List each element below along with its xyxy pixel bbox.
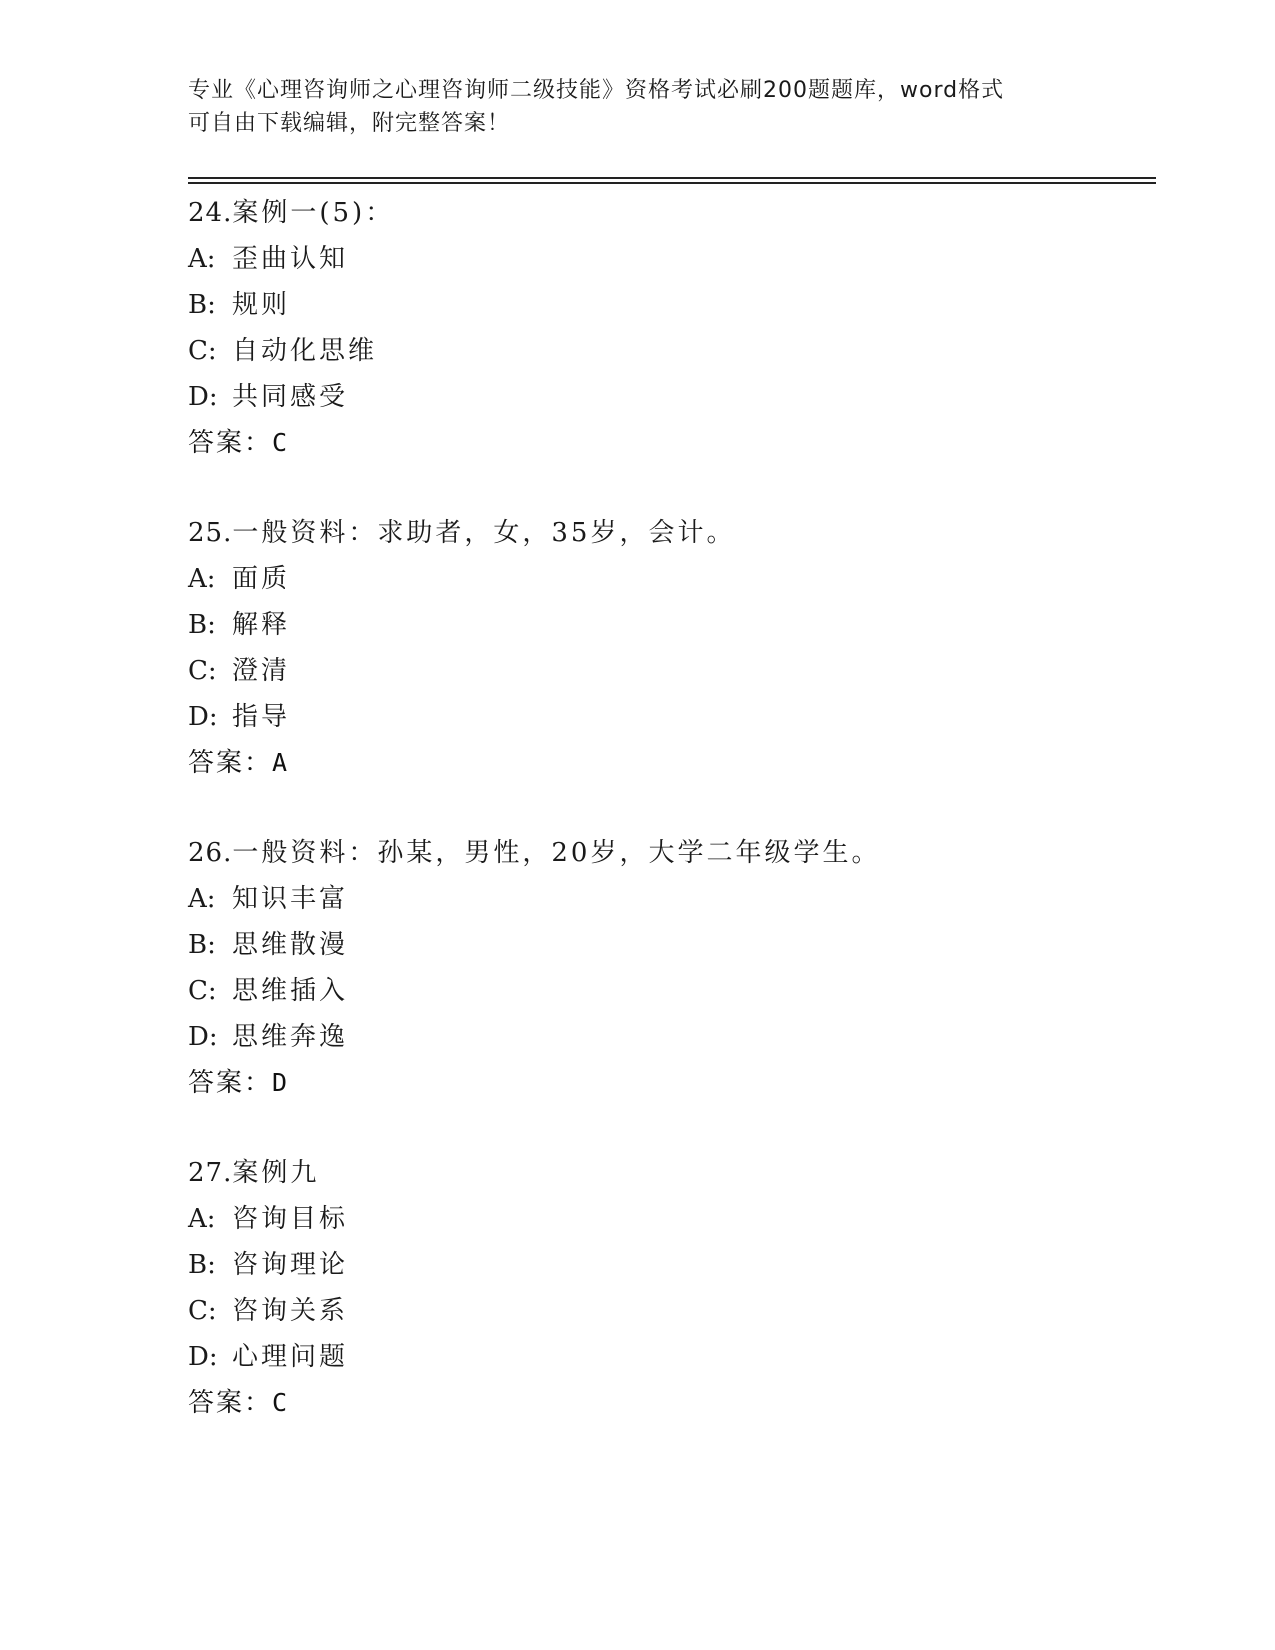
answer-line	[188, 740, 1148, 786]
option-key: D:	[188, 702, 218, 732]
option-text: 咨询理论	[232, 1250, 349, 1280]
answer-value: D	[272, 1068, 290, 1097]
option-text: 思维散漫	[232, 930, 349, 960]
option-text: 心理问题	[232, 1342, 349, 1372]
option-a	[188, 556, 1148, 602]
option-c	[188, 1288, 1148, 1334]
answer-line	[188, 1380, 1148, 1426]
option-key: B:	[188, 1250, 216, 1280]
option-key: D:	[188, 382, 218, 412]
option-key: C:	[188, 976, 217, 1006]
option-a	[188, 1196, 1148, 1242]
header-divider-top	[188, 177, 1156, 179]
question-number: 24.	[188, 198, 233, 228]
answer-label: 答案：	[188, 428, 273, 458]
option-key: B:	[188, 610, 216, 640]
option-text: 解释	[232, 610, 291, 640]
option-key: B:	[188, 930, 216, 960]
option-a	[188, 876, 1148, 922]
answer-label: 答案：	[188, 1068, 273, 1098]
header-title-line-2: 可自由下载编辑，附完整答案！	[188, 111, 511, 136]
question-number: 25.	[188, 518, 233, 548]
question-text: 一般资料：求助者，女，35岁，会计。	[232, 518, 736, 548]
answer-label: 答案：	[188, 1388, 273, 1418]
option-key: A:	[188, 244, 216, 274]
option-key: A:	[188, 1204, 216, 1234]
option-key: C:	[188, 1296, 217, 1326]
answer-label: 答案：	[188, 748, 273, 778]
header-divider-bottom	[188, 182, 1156, 184]
option-text: 知识丰富	[232, 884, 349, 914]
option-a	[188, 236, 1148, 282]
question-stem	[188, 190, 1148, 236]
question-26	[188, 830, 1148, 1106]
option-key: C:	[188, 336, 217, 366]
option-text: 规则	[232, 290, 291, 320]
question-25	[188, 510, 1148, 786]
header-title-line-1: 专业《心理咨询师之心理咨询师二级技能》资格考试必刷200题题库，word格式	[188, 78, 1005, 103]
option-text: 指导	[232, 702, 291, 732]
question-27	[188, 1150, 1148, 1426]
question-text: 一般资料：孙某，男性，20岁，大学二年级学生。	[232, 838, 881, 868]
option-text: 自动化思维	[232, 336, 378, 366]
option-d	[188, 1334, 1148, 1380]
option-key: A:	[188, 564, 216, 594]
option-c	[188, 968, 1148, 1014]
answer-line	[188, 420, 1148, 466]
question-number: 27.	[188, 1158, 233, 1188]
question-text: 案例九	[232, 1158, 320, 1188]
option-b	[188, 1242, 1148, 1288]
option-text: 咨询目标	[232, 1204, 349, 1234]
option-text: 澄清	[232, 656, 291, 686]
answer-value: C	[272, 428, 290, 457]
option-key: D:	[188, 1342, 218, 1372]
option-d	[188, 1014, 1148, 1060]
option-c	[188, 328, 1148, 374]
option-text: 咨询关系	[232, 1296, 349, 1326]
question-stem	[188, 1150, 1148, 1196]
option-c	[188, 648, 1148, 694]
option-b	[188, 922, 1148, 968]
option-text: 思维奔逸	[232, 1022, 349, 1052]
question-list	[188, 190, 1148, 1426]
question-stem	[188, 830, 1148, 876]
option-text: 共同感受	[232, 382, 349, 412]
option-text: 面质	[232, 564, 291, 594]
document-header	[188, 74, 1088, 140]
option-b	[188, 282, 1148, 328]
option-key: C:	[188, 656, 217, 686]
answer-value: A	[272, 748, 290, 777]
option-key: A:	[188, 884, 216, 914]
option-key: D:	[188, 1022, 218, 1052]
option-d	[188, 374, 1148, 420]
option-b	[188, 602, 1148, 648]
question-number: 26.	[188, 838, 233, 868]
question-text: 案例一(5)：	[232, 198, 395, 228]
option-key: B:	[188, 290, 216, 320]
question-24	[188, 190, 1148, 466]
option-text: 思维插入	[232, 976, 349, 1006]
option-text: 歪曲认知	[232, 244, 349, 274]
question-stem	[188, 510, 1148, 556]
option-d	[188, 694, 1148, 740]
answer-value: C	[272, 1388, 290, 1417]
answer-line	[188, 1060, 1148, 1106]
